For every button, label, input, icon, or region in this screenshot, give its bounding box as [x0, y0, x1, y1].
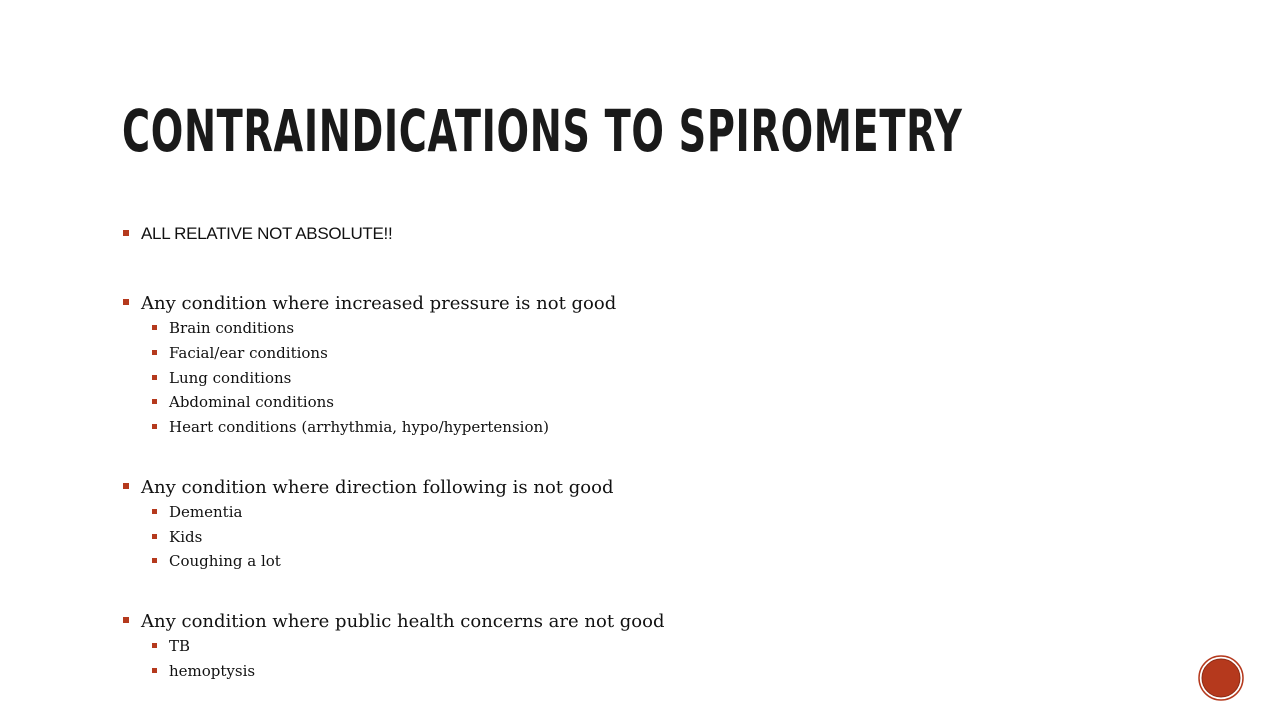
sub-bullet-text: Coughing a lot	[169, 552, 281, 570]
sub-bullet	[152, 500, 242, 524]
sub-bullet	[152, 659, 255, 683]
sub-bullet	[152, 525, 202, 549]
bullet-direction-text: Any condition where direction following is not good	[141, 477, 614, 498]
bullet-public-health-text: Any condition where public health concerns are not good	[141, 611, 665, 632]
bullet-intro-text: ALL RELATIVE NOT ABSOLUTE!!	[141, 224, 393, 243]
sub-bullet-text: hemoptysis	[169, 662, 256, 680]
sub-bullet-text: TB	[169, 637, 191, 655]
sub-bullet-text: Facial/ear conditions	[169, 344, 328, 362]
sub-bullet	[152, 415, 549, 439]
circle-badge-icon	[1198, 655, 1244, 701]
square-bullet-icon	[123, 230, 129, 236]
bullet-intro	[123, 222, 392, 246]
sub-bullet	[152, 341, 328, 365]
sub-bullet-text: Kids	[169, 528, 203, 546]
square-bullet-icon	[123, 617, 129, 623]
square-bullet-icon	[152, 534, 157, 539]
sub-bullet	[152, 366, 291, 390]
sub-bullet-text: Abdominal conditions	[169, 393, 334, 411]
sub-bullet	[152, 549, 281, 573]
square-bullet-icon	[152, 350, 157, 355]
square-bullet-icon	[123, 299, 129, 305]
square-bullet-icon	[152, 558, 157, 563]
slide-title: CONTRAINDICATIONS TO SPIROMETRY	[122, 97, 963, 165]
square-bullet-icon	[152, 399, 157, 404]
square-bullet-icon	[123, 483, 129, 489]
sub-bullet-text: Heart conditions (arrhythmia, hypo/hypertension)	[169, 418, 550, 436]
bullet-public-health	[123, 610, 665, 634]
square-bullet-icon	[152, 668, 157, 673]
sub-bullet	[152, 390, 334, 414]
bullet-pressure	[123, 292, 616, 316]
square-bullet-icon	[152, 509, 157, 514]
sub-bullet-text: Brain conditions	[169, 319, 295, 337]
square-bullet-icon	[152, 375, 157, 380]
sub-bullet-text: Lung conditions	[169, 369, 292, 387]
sub-bullet	[152, 316, 294, 340]
sub-bullet-text: Dementia	[169, 503, 243, 521]
bullet-direction	[123, 476, 613, 500]
square-bullet-icon	[152, 643, 157, 648]
bullet-pressure-text: Any condition where increased pressure is not good	[141, 293, 617, 314]
sub-bullet	[152, 634, 190, 658]
square-bullet-icon	[152, 325, 157, 330]
square-bullet-icon	[152, 424, 157, 429]
